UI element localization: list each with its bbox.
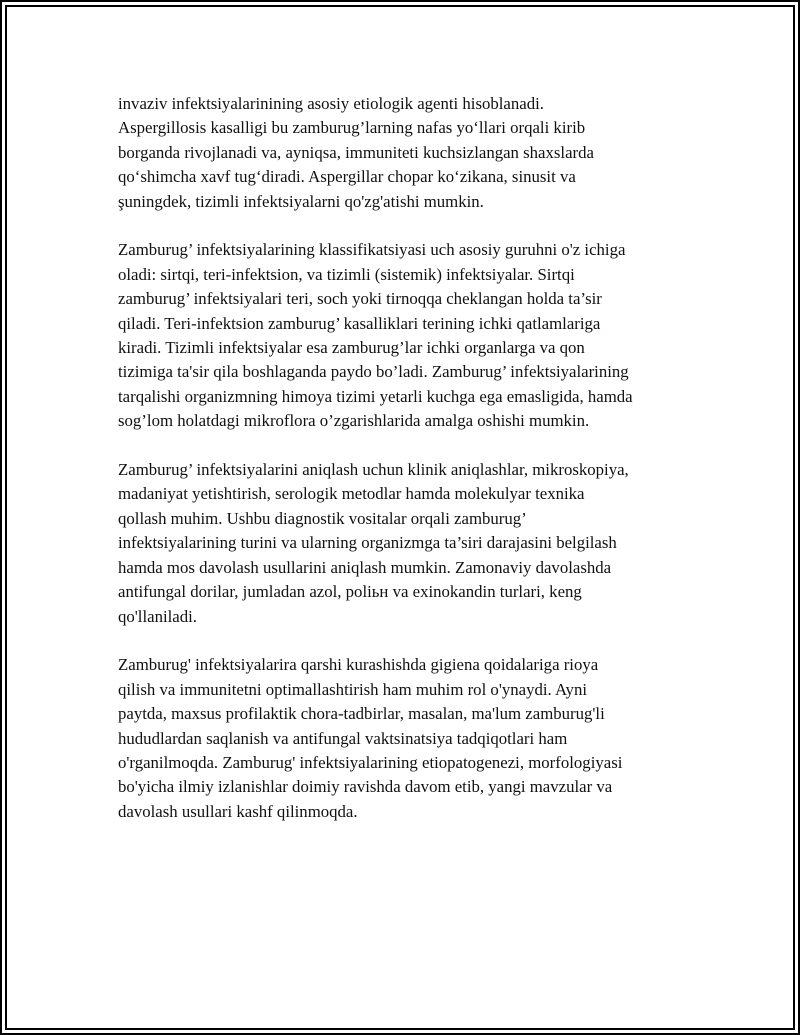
document-body: [118, 92, 698, 849]
paragraph-3: Zamburug’ infektsiyalarini aniqlash uchun klinik aniqlashlar, mikroskopiya, madaniyat yetishtirish, serologik metodlar hamda molekulyar texnika qollash muhim. Ushbu diagnostik vositalar orqali zamburug’ infektsiyalarining turini va ularning organizmga ta’siri darajasini belgilash hamda mos davolash usullarini aniqlash mumkin. Zamonaviy davolashda antifungal dorilar, jumladan azol, poliьн va exinokandin turlari, keng qo'llaniladi.: [118, 460, 629, 626]
paragraph-1: invaziv infektsiyalarinining asosiy etiologik agenti hisoblanadi. Aspergillosis kasalligi bu zamburug’larning nafas yo‘llari orqali kirib borganda rivojlanadi va, ayniqsa, immuniteti kuchsizlangan shaxslarda qo‘shimcha xavf tug‘diradi. Aspergillar chopar ko‘zikana, sinusit va şuningdek, tizimli infektsiyalarni qo'zg'atishi mumkin.: [118, 94, 594, 211]
paragraph-4: Zamburug' infektsiyalarira qarshi kurashishda gigiena qoidalariga rioya qilish va immunitetni optimallashtirish ham muhim rol o'ynaydi. Ayni paytda, maxsus profilaktik chora-tadbirlar, masalan, ma'lum zamburug'li hududlardan saqlanish va antifungal vaktsinatsiya tadqiqotlari ham o'rganilmoqda. Zamburug' infektsiyalarining etiopatogenezi, morfologiyasi bo'yicha ilmiy izlanishlar doimiy ravishda davom etib, yangi mavzular va davolash usullari kashf qilinmoqda.: [118, 655, 623, 821]
paragraph-2: Zamburug’ infektsiyalarining klassifikatsiyasi uch asosiy guruhni o'z ichiga oladi: sirtqi, teri-infektsion, va tizimli (sistemik) infektsiyalar. Sirtqi zamburug’ infektsiyalari teri, soch yoki tirnoqqa cheklangan holda ta’sir qiladi. Teri-infektsion zamburug’ kasalliklari terining ichki qatlamlariga kiradi. Tizimli infektsiyalar esa zamburug’lar ichki organlarga va qon tizimiga ta'sir qila boshlaganda paydo bo’ladi. Zamburug’ infektsiyalarining tarqalishi organizmning himoya tizimi yetarli kuchga ega emasligida, hamda sog’lom holatdagi mikroflora o’zgarishlarida amalga oshishi mumkin.: [118, 240, 633, 431]
